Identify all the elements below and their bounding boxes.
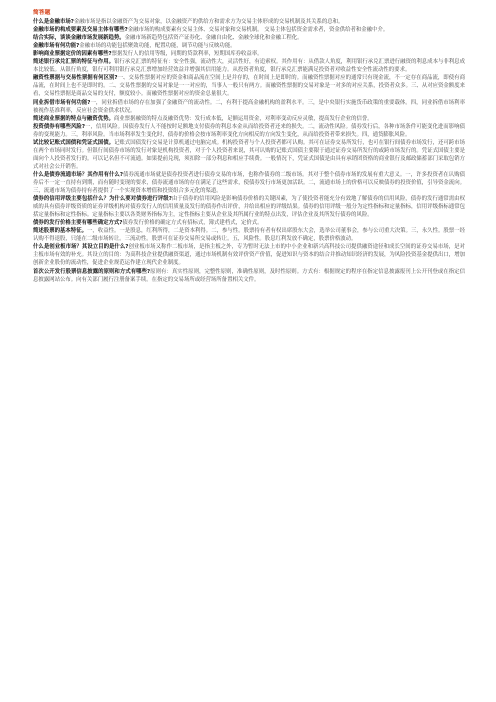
qa-item — [33, 42, 465, 50]
question-text: 同业拆借市场有何功能? — [33, 99, 91, 106]
answer-text: 债券发行价格的确定方式有招标式，簿式建档式，定价式。 — [122, 220, 263, 227]
answer-text: 金融市场新趋势包括资产证券化、金融自由化、金融全球化和金融工程化。 — [124, 35, 303, 42]
qa-item — [33, 171, 465, 195]
qa-item — [33, 99, 465, 115]
question-text: 简述银行承兑汇票的特征与作用。 — [33, 59, 114, 66]
qa-item — [33, 58, 465, 74]
question-text: 简述商业票据的特点与融资优势。 — [33, 115, 114, 122]
answer-text: 债券流通市场就是债券投资者进行债券交易的市场，也称作债券的二级市场。其对于整个债券市场的发展有重大意义。一，许多投资者在认购债券后不一定一直持有到期，而有随时变现的要求，债券流通市场的存在满足了这些需求，使债券发行市场更加活跃。二，流通市场上的价格可以反映债券的投资价值，引导资金流向。三，流通市场为债券持有者提供了一个实现资本增值和投资组合多元化的渠道。 — [33, 171, 465, 195]
qa-list — [33, 18, 465, 284]
qa-item — [33, 18, 465, 26]
qa-item — [33, 219, 465, 227]
question-text: 融资性票据与交易性票据有何区别? — [33, 75, 118, 82]
qa-item — [33, 227, 465, 243]
qa-item — [33, 74, 465, 98]
document-page — [33, 9, 465, 284]
question-text: 简述股票的基本特征。 — [33, 228, 87, 235]
answer-text: 一，收益性。一是股息，红利所得，二是资本利得。二，参与性。股票持有者有权出席股东大会，选举公司董事会，参与公司重大决策。三，永久性。股票一经认购不得退股，只能在二级市场转让。三流动性。股票可在证券交易所交易或转让。五，风险性。股息红利发放不确定，股票价格波动。 — [33, 228, 465, 243]
answer-text: 由于债券的信用风险是影响债券价格的关键因素，为了使投资者能充分有效地了解债券的信用风险，债券的发行通常需由权威的具有债券评级资质的证券评级机构对债券发行人的信用质量及发行的债券作出评价，并给出相应的评级结果。债券的信用评级一般分为定性指标和定量指标，信用评级指标通常包括定量指标和定性指标。定量指标主要以各类财务指标为主，定性指标主要从企业及其所属行业的特点出发，评估企业及其所发行债券的风险。 — [33, 196, 465, 219]
answer-text: 票据发行人的信用等级，同期的贷款利率，短期国库券收益率。 — [111, 51, 263, 58]
answer-text: 记账式国债发行交易是计算机通过电脑完成。机构投资者与个人投资者都可认购。其可在证券交易所发行，也可在银行间债券市场发行，还可跨市场在两个市场同时发行。但银行间债券市场的发行对象是机构投资者，对于个人投资者来说，其可认购的记账式国债主要限于通过证券交易所发行的或跨市场发行的。凭证式国债主要是面向个人投资者发行的。可以记名但不可流通。如果提前兑现，须扣除一部分利息和相应手续费。一般情况下，凭证式国债是由具有承销团资格的商业银行及邮政储蓄部门采取包销方式对社会公开销售。 — [33, 139, 465, 170]
answer-text: 金融市场的功能包括聚敛功能，配置功能，调节功能与反映功能。 — [79, 43, 236, 50]
question-text: 试比较记账式国债和凭证式国债。 — [33, 139, 114, 146]
question-text: 影响商业票据定价的因素有哪些? — [33, 51, 112, 58]
qa-item — [33, 123, 465, 139]
answer-text: 银行承兑汇票的特征有：安全性强，流动性大，灵活性好，有追索权。其作用有：从借款人角度，利用银行承兑汇票进行融资的利息成本与非利息成本比较低。从银行角度，银行可利用银行承兑汇票增加经营效益并增强其信用能力。从投资者角度，银行承兑汇票能满足投资者对收益性安全性流动性的要求。 — [33, 59, 465, 74]
answer-text: 金融市场是指以金融资产为交易对象，以金融资产的供给方和需求方为交易主体形成的交易机制及其关系的总和。 — [73, 19, 344, 26]
qa-item — [33, 268, 465, 284]
answer-text: 一、交易性票据对应的资金和商品流在空间上是并存的，在时间上是即时的。而融资性票据对应的通常只有现金流，不一定存在商品流，即使有商品流，在时间上也不是即时的。二、交易性票据的交易对象是一一对应的，当事人一般只有两方。而融资性票据的交易对象是一对多的对应关系，投资者众多。三、从对应资金额度来看，交易性票据是商品交易的支付，额度较小。而融资性票据对应的资金总量很大。 — [33, 75, 465, 98]
answer-text: 一，信用风险。因债券发行人不能按时足额地支付债券的利息本金从而给投资者还来的损失。二，流动性风险。债券发行后，各种市场条件可能变化进而影响债券的变现能力。三，利率风险。当市场利率发生变化时，债券的价格会按市场利率变化方向相反的方向发生变化，从而给投资者带来损失。四，通货膨胀风险。 — [33, 123, 465, 138]
question-text: 债券的发行价格主要有哪些确定方式? — [33, 220, 123, 227]
qa-item — [33, 115, 465, 123]
qa-item — [33, 139, 465, 171]
answer-text: 商业票据融资的特点及融资优势：发行成本低，足额运用资金，对利率变动反应灵敏，提高发行企业的信誉。 — [113, 115, 373, 122]
question-text: 什么是债券流通市场？其作用有什么? — [33, 171, 123, 178]
question-text: 什么是金融市场? — [33, 19, 74, 26]
qa-item — [33, 243, 465, 267]
question-text: 投资债券有哪些风险? — [33, 123, 85, 130]
qa-item — [33, 26, 465, 34]
answer-text: 一，同业拆借市场的存在加强了金融资产的流动性。二，有利于提高金融机构的盈利水平。三，是中央银行实施货币政策的重要载体。四，同业拆借市场利率被视作基准利率，反应社会资金供求状况。 — [33, 99, 465, 114]
question-text: 金融市场有何功能? — [33, 43, 80, 50]
answer-text: 创业板市场又称作二板市场，是指主板之外，专为暂时无法上市的中小企业和新兴高科技公司提供融资途径和成长空间的证券交易市场，是对主板市场有效的补充。其设立的目的：为高科技企业提供融资渠道，通过市场机制有效评价资产价值，促进知识与资本的结合并推动知识经济的发展，为风险投资基金提供出口，增加创新企业股份的流动性，促进企业规范运作建立现代企业制度。 — [33, 244, 465, 267]
question-text: 结合实际，谈谈金融市场发展新趋势。 — [33, 35, 125, 42]
question-text: 什么是创业板市场？其设立目的是什么? — [33, 244, 129, 251]
qa-item — [33, 50, 465, 58]
answer-text: 金融市场的构成要素有交易主体、交易对象和交易机制。 交易主体包括资金需求者，资金供给者和金融中介。 — [127, 27, 389, 34]
answer-text: 原则有：真实性原则，完整性原则，准确性原则，及时性原则。方式有：根据规定的程序在指定信息披露报刊上公开刊登或在指定信息披露网站公布。向有关部门履行注册备案手续。在指定的交易场所或经营场所备置相关文件。 — [33, 268, 465, 283]
section-heading: 简答题 — [33, 10, 51, 16]
question-text: 金融市场的构成要素及交易主体有哪些? — [33, 27, 128, 34]
qa-item — [33, 195, 465, 219]
question-text: 债券的信用评级主要包括什么？为什么要对债券进行评级? — [33, 196, 172, 203]
question-text: 首次公开发行股票信息披露的原则和方式有哪些? — [33, 268, 151, 275]
qa-item — [33, 34, 465, 42]
